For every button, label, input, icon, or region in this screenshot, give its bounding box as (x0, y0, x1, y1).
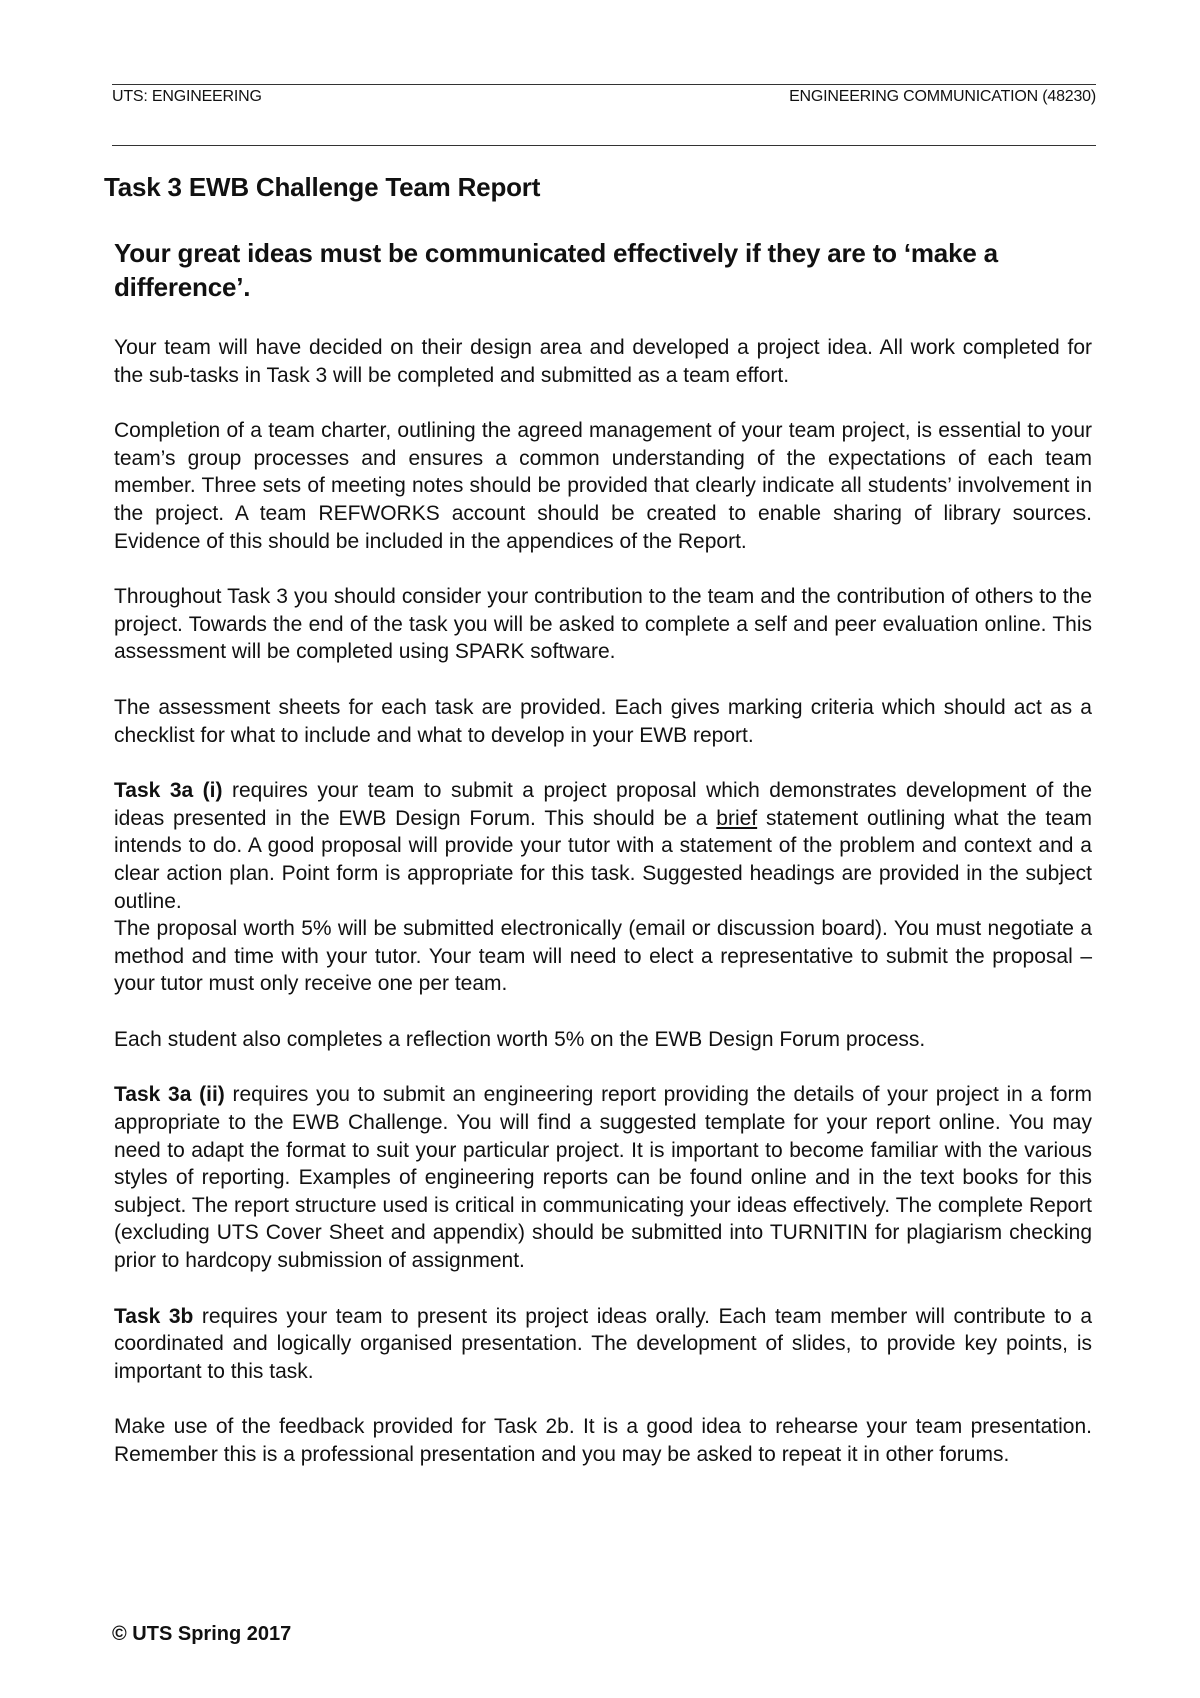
task-3a-ii-text: requires you to submit an engineering report providing the details of your project in a form appropriate to the EWB Challenge. You will find a suggested template for your report online. You may need to adapt the format to suit your particular project. It is important to become familiar with the various styles of reporting. Examples of engineering reports can be found online and in the text books for this subject. The report structure used is critical in communicating your ideas effectively. The complete Report (excluding UTS Cover Sheet and appendix) should be submitted into TURNITIN for plagiarism checking prior to hardcopy submission of assignment. (114, 1083, 1092, 1273)
task-3a-i-text-b: statement outlining what the team intends to do. A good proposal will provide your tutor with a statement of the problem and context and a clear action plan. Point form is appropriate for this task. Suggested headings are provided in the subject outline. (114, 806, 1093, 913)
paragraph-task-3a-i (114, 777, 1092, 915)
paragraph-reflection: Each student also completes a reflection worth 5% on the EWB Design Forum process. (114, 1027, 926, 1051)
header-left: UTS: ENGINEERING (112, 88, 262, 105)
header-right: ENGINEERING COMMUNICATION (48230) (789, 88, 1096, 105)
task-3a-i-underline: brief (716, 806, 758, 830)
task-3a-ii-label: Task 3a (ii) (114, 1083, 225, 1107)
paragraph-team-idea: Your team will have decided on their design area and developed a project idea. All work completed for the sub-tasks in Task 3 will be completed and submitted as a team effort. (114, 336, 1092, 387)
task-3a-i-text-a: requires your team to submit a project proposal which demonstrates development of the ideas presented in the EWB Design Forum. This should be a (114, 779, 1092, 830)
paragraph-task-3a-ii (114, 1081, 1092, 1274)
page-header (112, 84, 1096, 106)
header-divider (112, 145, 1096, 146)
task-title: Task 3 EWB Challenge Team Report (104, 172, 541, 202)
paragraph-task-3b (114, 1303, 1092, 1386)
task-subtitle: Your great ideas must be communicated effectively if they are to ‘make a difference’. (114, 238, 998, 302)
paragraph-feedback: Make use of the feedback provided for Task 2b. It is a good idea to rehearse your team presentation. Remember this is a professional presentation and you may be asked to repeat it in other forums. (114, 1415, 1092, 1466)
paragraph-assessment-sheets: The assessment sheets for each task are provided. Each gives marking criteria which should act as a checklist for what to include and what to develop in your EWB report. (114, 695, 1092, 747)
body-text (114, 334, 1092, 1469)
paragraph-proposal: The proposal worth 5% will be submitted electronically (email or discussion board). You must negotiate a method and time with your tutor. Your team will need to elect a representative to submit the proposal – your tutor must only receive one per team. (114, 917, 1092, 996)
task-3a-i-label: Task 3a (i) (114, 779, 223, 803)
page-footer: © UTS Spring 2017 (112, 1623, 292, 1645)
paragraph-team-charter: Completion of a team charter, outlining the agreed management of your team project, is essential to your team’s group processes and ensures a common understanding of the expectations of each team member. Three sets of meeting notes should be provided that clearly indicate all students’ involvement in the project. A team REFWORKS account should be created to enable sharing of library sources. Evidence of this should be included in the appendices of the Report. (114, 419, 1092, 553)
task-3b-label: Task 3b (114, 1304, 194, 1328)
paragraph-contribution: Throughout Task 3 you should consider your contribution to the team and the contribution of others to the project. Towards the end of the task you will be asked to complete a self and peer evaluation online. This assessment will be completed using SPARK software. (114, 585, 1092, 664)
task-3b-text: requires your team to present its project ideas orally. Each team member will contribute to a coordinated and logically organised presentation. The development of slides, to provide key points, is important to this task. (114, 1304, 1093, 1383)
